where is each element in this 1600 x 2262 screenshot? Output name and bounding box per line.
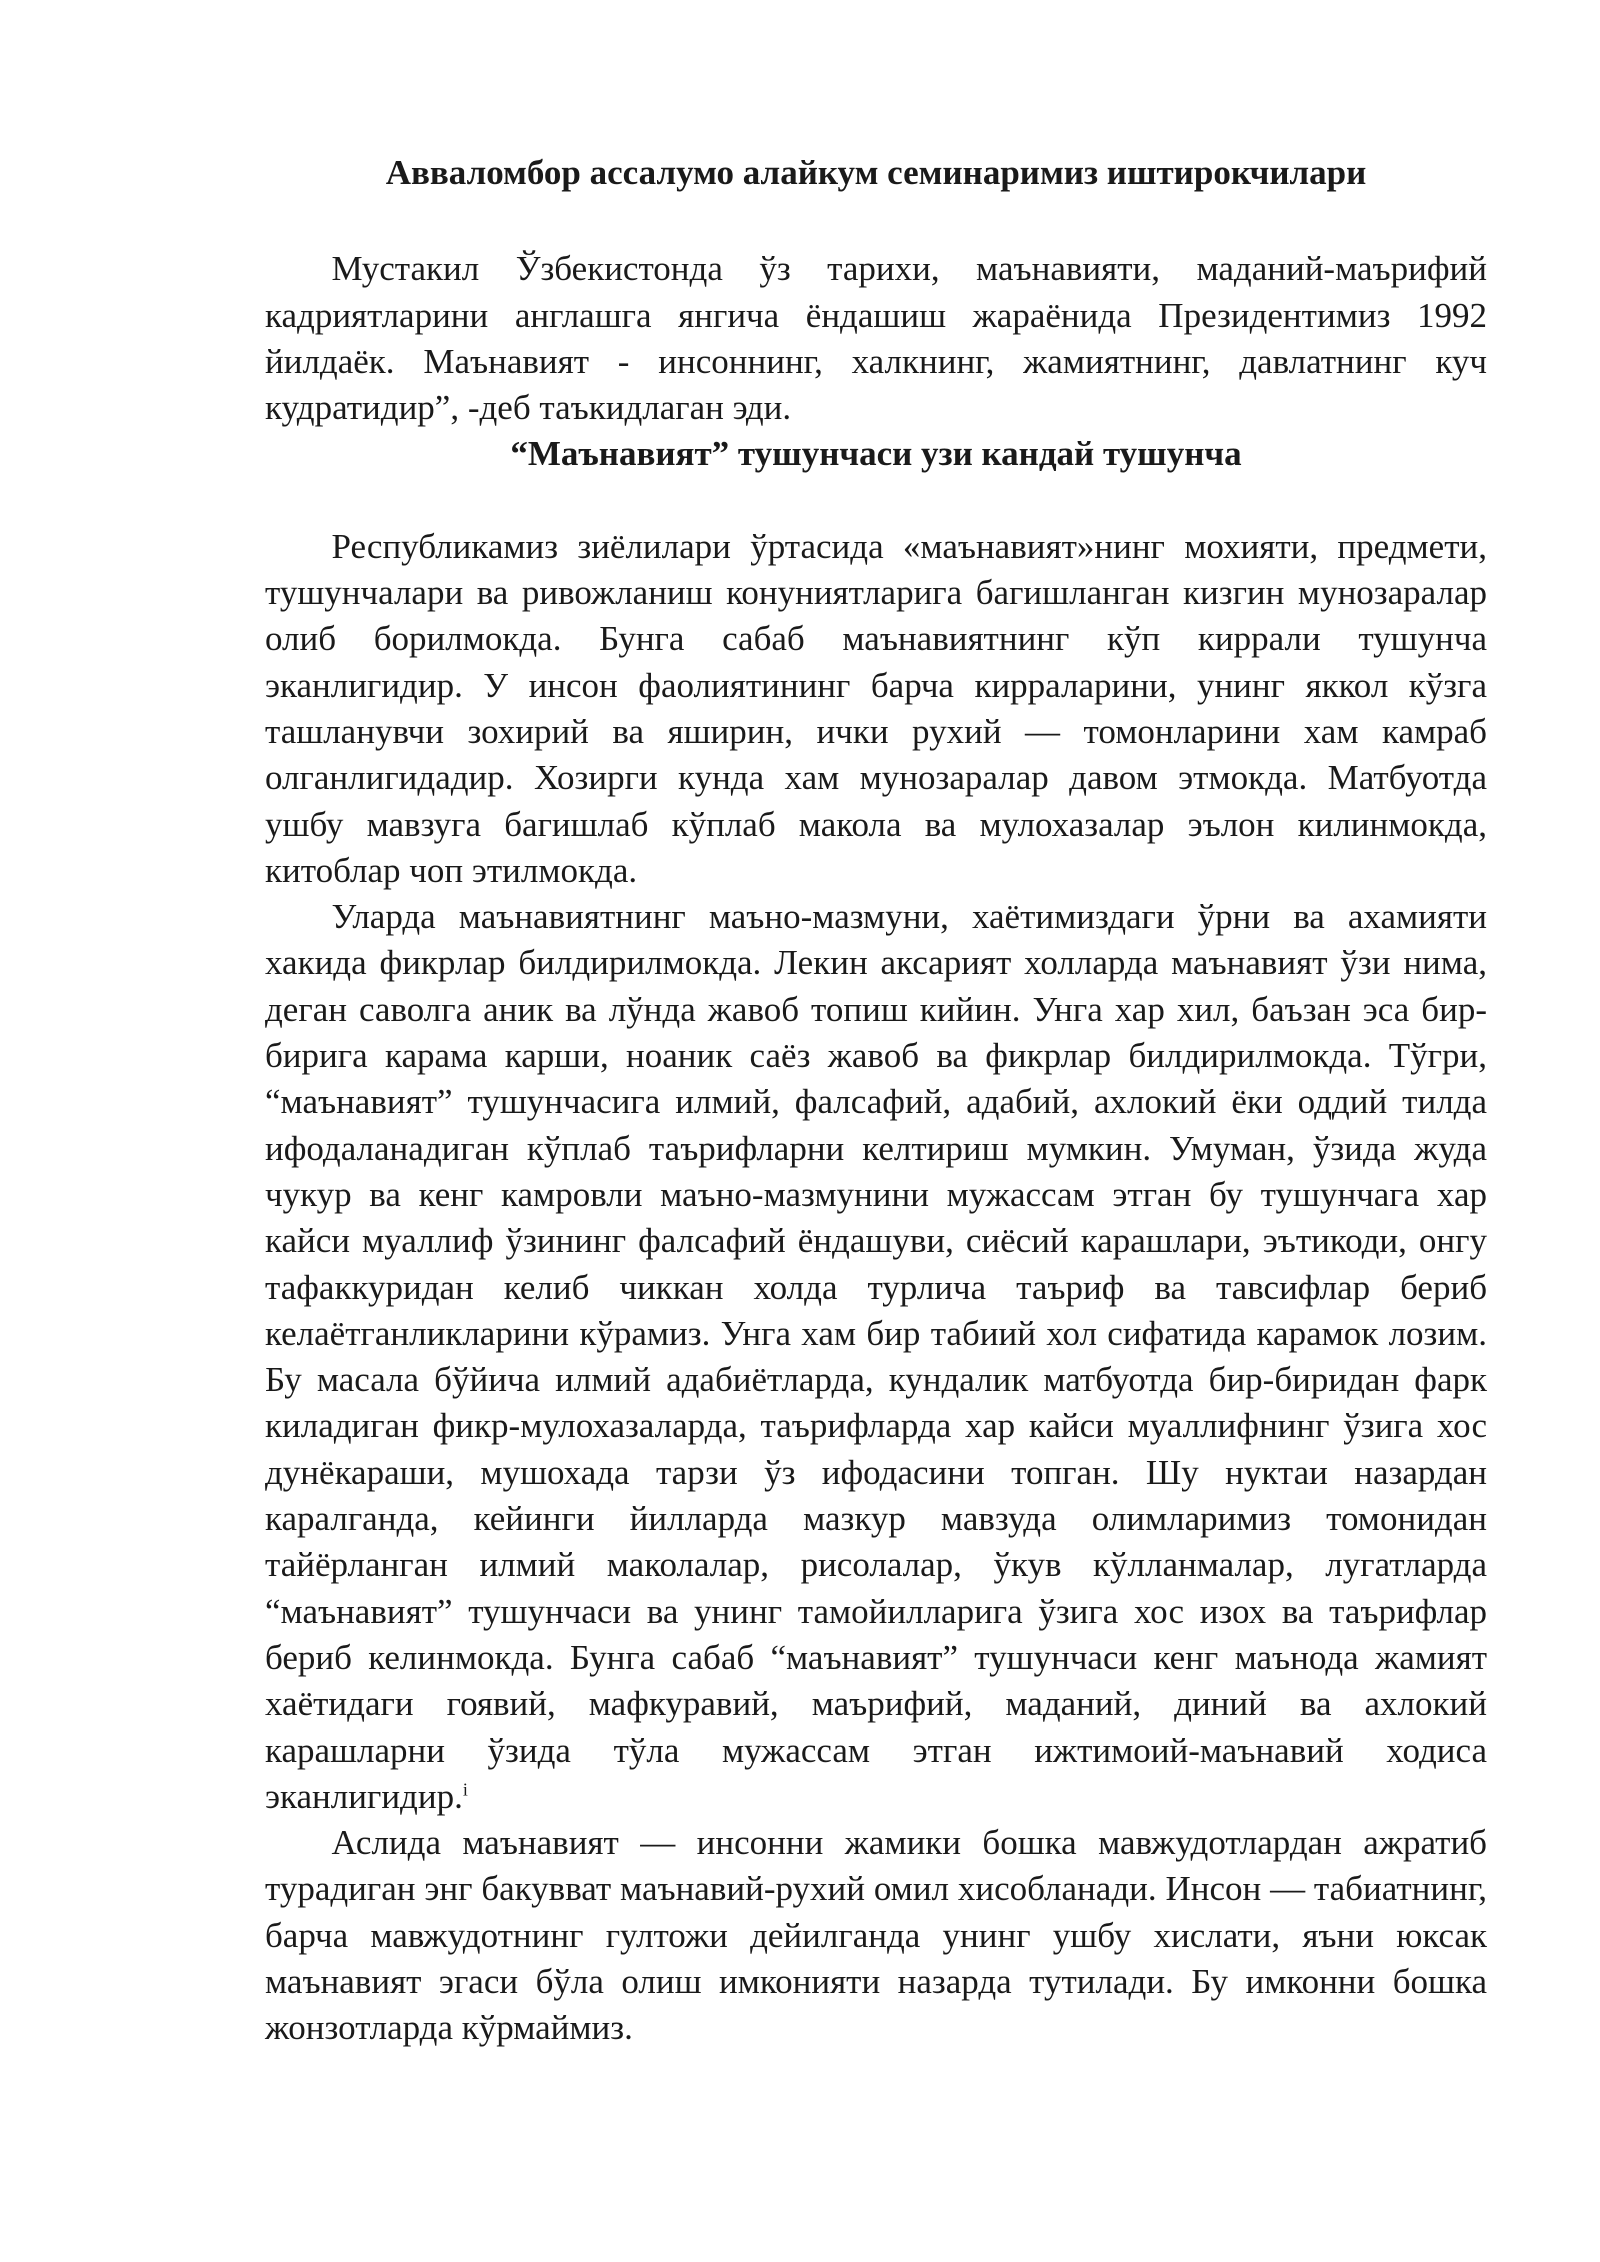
body-paragraph-3: Аслида маънавият — инсонни жамики бошка мавжудотлардан ажратиб турадиган энг бакувват маънавий-рухий омил хисобланади. Инсон — табиатнинг, барча мавжудотнинг гултожи дейилганда унинг ушбу хислати, яъни юксак маънавият эгаси бўла олиш имконияти назарда тутилади. Бу имконни бошка жонзотларда кўрмаймиз.	[265, 1823, 1487, 2048]
intro-paragraph: Мустакил Ўзбекистонда ўз тарихи, маънавияти, маданий-маърифий кадриятларини англашга янгича ёндашиш жараёнида Президентимиз 1992 йилдаёк. Маънавият - инсоннинг, халкнинг, жамиятнинг, давлатнинг куч кудратидир”, -деб таъкидлаган эди.	[265, 249, 1487, 428]
body-paragraph-1: Республикамиз зиёлилари ўртасида «маънавият»нинг мохияти, предмети, тушунчалари ва ривожланиш конуниятларига багишланган кизгин мунозаралар олиб борилмокда. Бунга сабаб маънавиятнинг кўп киррали тушунча эканлигидир. У инсон фаолиятининг барча кирраларини, унинг яккол кўзга ташланувчи зохирий ва яширин, ички рухий — томонларини хам камраб олганлигидадир. Хозирги кунда хам мунозаралар давом этмокда. Матбуотда ушбу мавзуга багишлаб кўплаб макола ва мулохазалар эълон килинмокда, китоблар чоп этилмокда.	[265, 526, 1487, 890]
footnote-reference[interactable]: i	[462, 1779, 468, 1800]
document-page	[265, 150, 1487, 2052]
body-paragraph-2	[265, 894, 1487, 1820]
body-paragraph-2-text: Уларда маънавиятнинг маъно-мазмуни, хаётимиздаги ўрни ва ахамияти хакида фикрлар билдирилмокда. Лекин аксарият холларда маънавият ўзи нима, деган саволга аник ва лўнда жавоб топиш кийин. Унга хар хил, баъзан эса бир-бирига карама карши, ноаник саёз жавоб ва фикрлар билдирилмокда. Тўгри, “маънавият” тушунчасига илмий, фалсафий, адабий, ахлокий ёки оддий тилда ифодаланадиган кўплаб таърифларни келтириш мумкин. Умуман, ўзида жуда чукур ва кенг камровли маъно-мазмунини мужассам этган бу тушунчага хар кайси муаллиф ўзининг фалсафий ёндашуви, сиёсий карашлари, эътикоди, онгу тафаккуридан келиб чиккан холда турлича таъриф ва тавсифлар бериб келаётганликларини кўрамиз. Унга хам бир табиий хол сифатида карамок лозим. Бу масала бўйича илмий адабиётларда, кундалик матбуотда бир-биридан фарк киладиган фикр-мулохазаларда, таърифларда хар кайси муаллифнинг ўзига хос дунёкараши, мушохада тарзи ўз ифодасини топган. Шу нуктаи назардан каралганда, кейинги йилларда мазкур мавзуда олимларимиз томонидан тайёрланган илмий маколалар, рисолалар, ўкув кўлланмалар, лугатларда “маънавият” тушунчаси ва унинг тамойилларига ўзига хос изох ва таърифлар бериб келинмокда. Бунга сабаб “маънавият” тушунчаси кенг маънода жамият хаётидаги гоявий, мафкуравий, маърифий, маданий, диний ва ахлокий карашларни ўзида тўла мужассам этган ижтимоий-маънавий ходиса эканлигидир.	[265, 897, 1487, 1816]
spacer	[265, 478, 1487, 524]
section-subtitle: “Маънавият” тушунчаси узи кандай тушунча	[510, 434, 1242, 474]
document-title: Авваломбор ассалумо алайкум семинаримиз иштирокчилари	[385, 153, 1367, 192]
